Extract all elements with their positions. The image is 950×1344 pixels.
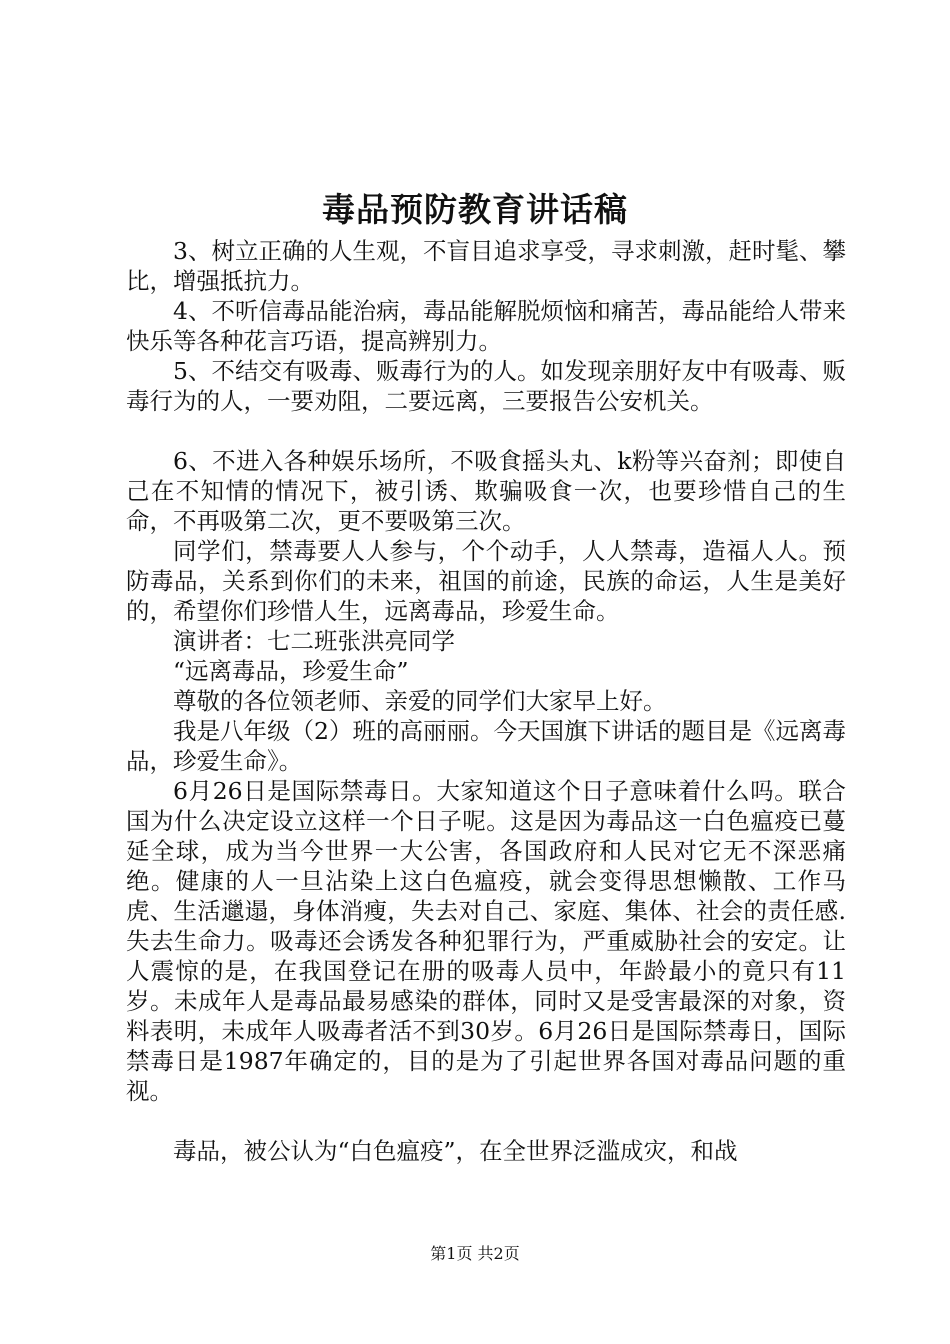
speaker-line: 演讲者：七二班张洪亮同学 xyxy=(173,627,455,655)
paragraph-intro: 我是八年级（2）班的高丽丽。今天国旗下讲话的题目是《远离毒品，珍爱生命》。 xyxy=(126,717,846,775)
paragraph-1: 3、树立正确的人生观，不盲目追求享受，寻求刺激，赶时髦、攀比，增强抵抗力。 xyxy=(126,237,846,295)
greeting-line: 尊敬的各位领老师、亲爱的同学们大家早上好。 xyxy=(173,687,667,715)
paragraph-3: 5、不结交有吸毒、贩毒行为的人。如发现亲朋好友中有吸毒、贩毒行为的人，一要劝阻，二要远离，三要报告公安机关。 xyxy=(126,357,846,415)
paragraph-2: 4、不听信毒品能治病，毒品能解脱烦恼和痛苦，毒品能给人带来快乐等各种花言巧语，提高辨别力。 xyxy=(126,297,846,355)
document-title: 毒品预防教育讲话稿 xyxy=(322,190,628,229)
paragraph-last: 毒品，被公认为“白色瘟疫”，在全世界泛滥成灾，和战 xyxy=(173,1137,738,1165)
document-body xyxy=(126,236,846,1166)
page-footer: 第1页 共2页 xyxy=(430,1244,520,1263)
paragraph-5: 同学们，禁毒要人人参与，个个动手，人人禁毒，造福人人。预防毒品，关系到你们的未来，祖国的前途，民族的命运，人生是美好的，希望你们珍惜人生，远离毒品，珍爱生命。 xyxy=(126,537,846,625)
speech-title-line: “远离毒品，珍爱生命” xyxy=(173,657,409,685)
paragraph-main: 6月26日是国际禁毒日。大家知道这个日子意味着什么吗。联合国为什么决定设立这样一个日子呢。这是因为毒品这一白色瘟疫已蔓延全球，成为当今世界一大公害，各国政府和人民对它无不深恶痛绝。健康的人一旦沾染上这白色瘟疫，就会变得思想懒散、工作马虎、生活邋遢，身体消瘦，失去对自己、家庭、集体、社会的责任感.失去生命力。吸毒还会诱发各种犯罪行为，严重威胁社会的安定。让人震惊的是，在我国登记在册的吸毒人员中，年龄最小的竟只有11岁。未成年人是毒品最易感染的群体，同时又是受害最深的对象，资料表明，未成年人吸毒者活不到30岁。6月26日是国际禁毒日，国际禁毒日是1987年确定的，目的是为了引起世界各国对毒品问题的重视。 xyxy=(126,777,846,1105)
paragraph-4: 6、不进入各种娱乐场所，不吸食摇头丸、k粉等兴奋剂；即使自己在不知情的情况下，被引诱、欺骗吸食一次，也要珍惜自己的生命，不再吸第二次，更不要吸第三次。 xyxy=(126,447,846,535)
